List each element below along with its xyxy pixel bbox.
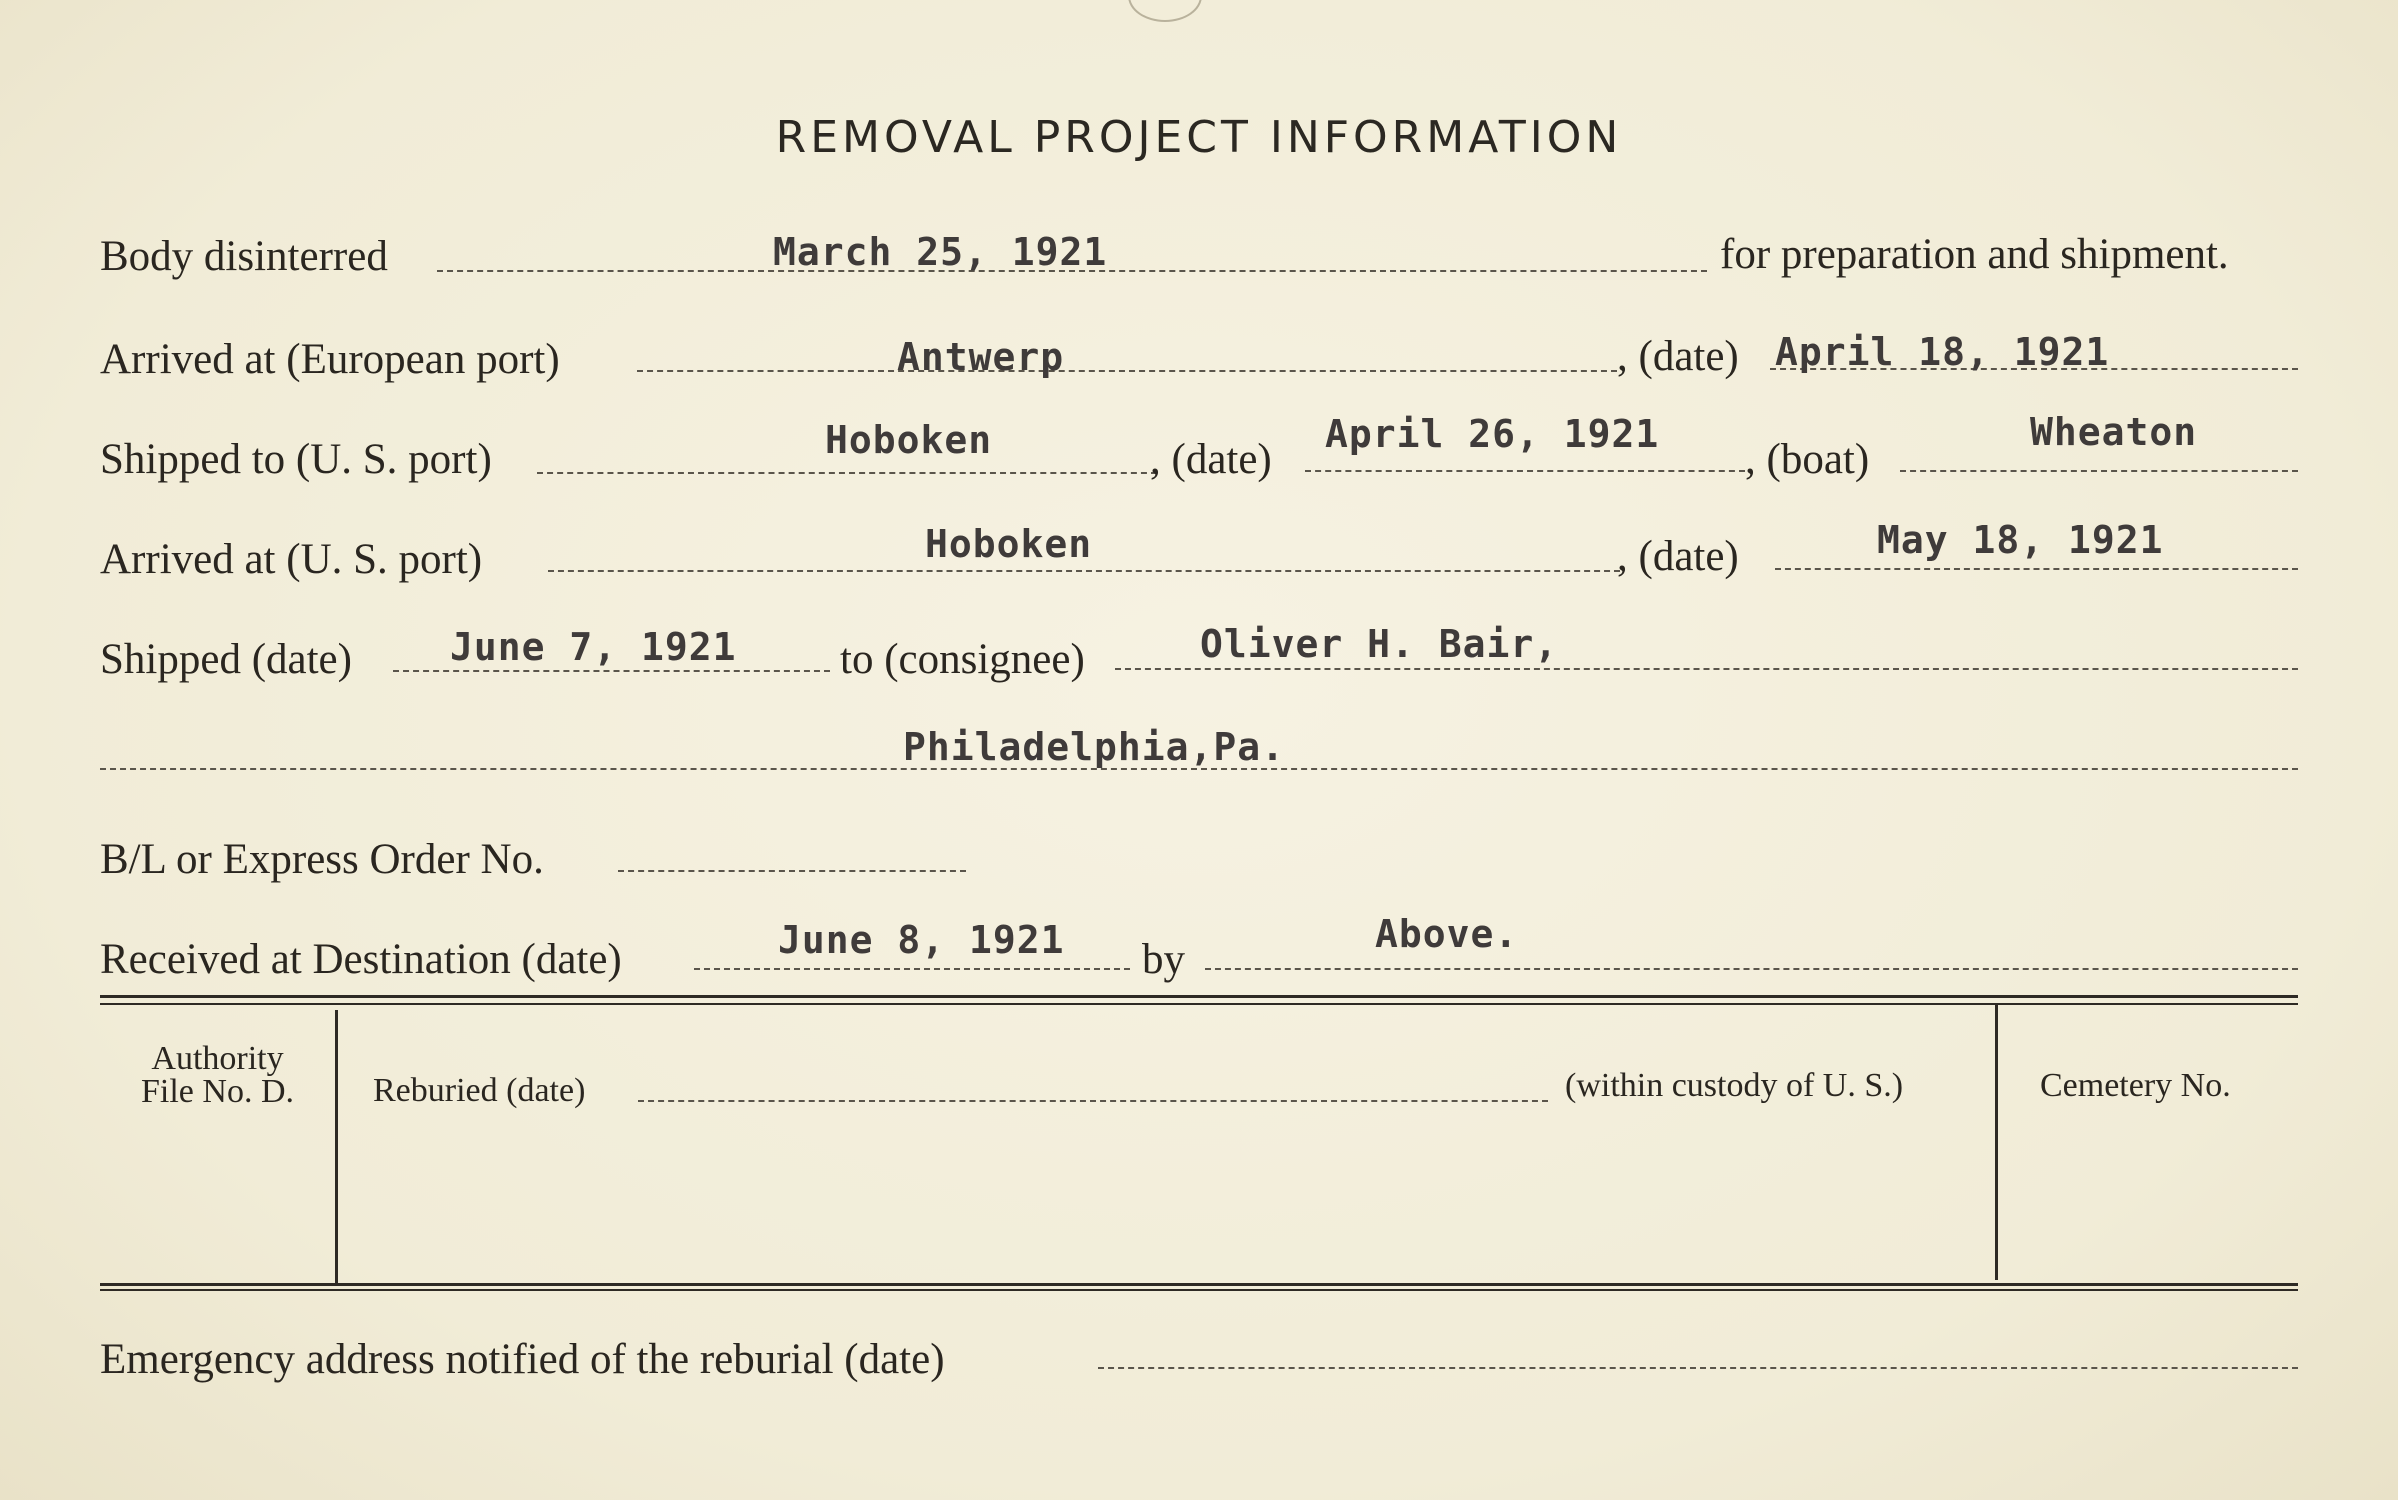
value-boat: Wheaton bbox=[2030, 410, 2198, 454]
label-preparation: for preparation and shipment. bbox=[1720, 231, 2229, 278]
field-line-emergency bbox=[1098, 1367, 2298, 1369]
label-date-3: , (date) bbox=[1617, 533, 1739, 580]
table-bottom-rule-2 bbox=[100, 1289, 2298, 1291]
value-disinterred-date: March 25, 1921 bbox=[773, 230, 1108, 274]
table-bottom-rule-1 bbox=[100, 1283, 2298, 1286]
label-to-consignee: to (consignee) bbox=[840, 636, 1085, 683]
value-us-port-shipped: Hoboken bbox=[825, 418, 993, 462]
value-us-ship-date: April 26, 1921 bbox=[1325, 412, 1660, 456]
value-consignee-city: Philadelphia,Pa. bbox=[903, 725, 1286, 769]
value-european-arrival-date: April 18, 1921 bbox=[1775, 330, 2110, 374]
field-line-us-ship-date bbox=[1305, 470, 1745, 472]
label-boat: , (boat) bbox=[1745, 436, 1870, 483]
label-bl-order: B/L or Express Order No. bbox=[100, 836, 544, 883]
label-date-2: , (date) bbox=[1150, 436, 1272, 483]
label-by: by bbox=[1142, 936, 1185, 983]
label-authority: Authority bbox=[151, 1040, 284, 1077]
label-emergency: Emergency address notified of the reburial (date) bbox=[100, 1336, 945, 1383]
table-divider-left bbox=[335, 1010, 338, 1283]
label-shipped-to-us: Shipped to (U. S. port) bbox=[100, 436, 492, 483]
label-received-destination: Received at Destination (date) bbox=[100, 936, 622, 983]
field-line-boat bbox=[1900, 470, 2298, 472]
value-us-arrival-date: May 18, 1921 bbox=[1877, 518, 2164, 562]
table-top-rule-1 bbox=[100, 995, 2298, 998]
label-arrived-european: Arrived at (European port) bbox=[100, 336, 560, 383]
label-within-custody: (within custody of U. S.) bbox=[1565, 1067, 1904, 1104]
field-line-reburied bbox=[638, 1100, 1548, 1102]
value-received-by: Above. bbox=[1375, 912, 1519, 956]
label-body-disinterred: Body disinterred bbox=[100, 233, 388, 280]
field-line-us-port bbox=[537, 472, 1157, 474]
field-line-european-port bbox=[637, 370, 1617, 372]
card-notch bbox=[1128, 0, 1202, 22]
label-date-1: , (date) bbox=[1617, 333, 1739, 380]
table-divider-right bbox=[1995, 1005, 1998, 1280]
field-line-us-arrival-date bbox=[1775, 568, 2298, 570]
field-line-received-by bbox=[1205, 968, 2298, 970]
value-received-date: June 8, 1921 bbox=[778, 918, 1065, 962]
label-reburied: Reburied (date) bbox=[373, 1072, 586, 1109]
value-shipped-date: June 7, 1921 bbox=[450, 625, 737, 669]
value-european-port: Antwerp bbox=[897, 335, 1065, 379]
label-authority-file: File No. D. bbox=[141, 1073, 294, 1110]
field-line-bl-order bbox=[618, 870, 966, 872]
value-consignee-name: Oliver H. Bair, bbox=[1200, 622, 1559, 666]
field-line-consignee bbox=[1115, 668, 2298, 670]
label-shipped-date: Shipped (date) bbox=[100, 636, 352, 683]
field-line-shipped-date bbox=[393, 670, 830, 672]
field-line-arrived-us bbox=[548, 570, 1620, 572]
label-arrived-us: Arrived at (U. S. port) bbox=[100, 536, 483, 583]
card-title: REMOVAL PROJECT INFORMATION bbox=[775, 112, 1623, 163]
value-us-port-arrived: Hoboken bbox=[925, 522, 1093, 566]
label-cemetery-no: Cemetery No. bbox=[2040, 1067, 2231, 1104]
table-top-rule-2 bbox=[100, 1003, 2298, 1005]
field-line-received-date bbox=[694, 968, 1130, 970]
